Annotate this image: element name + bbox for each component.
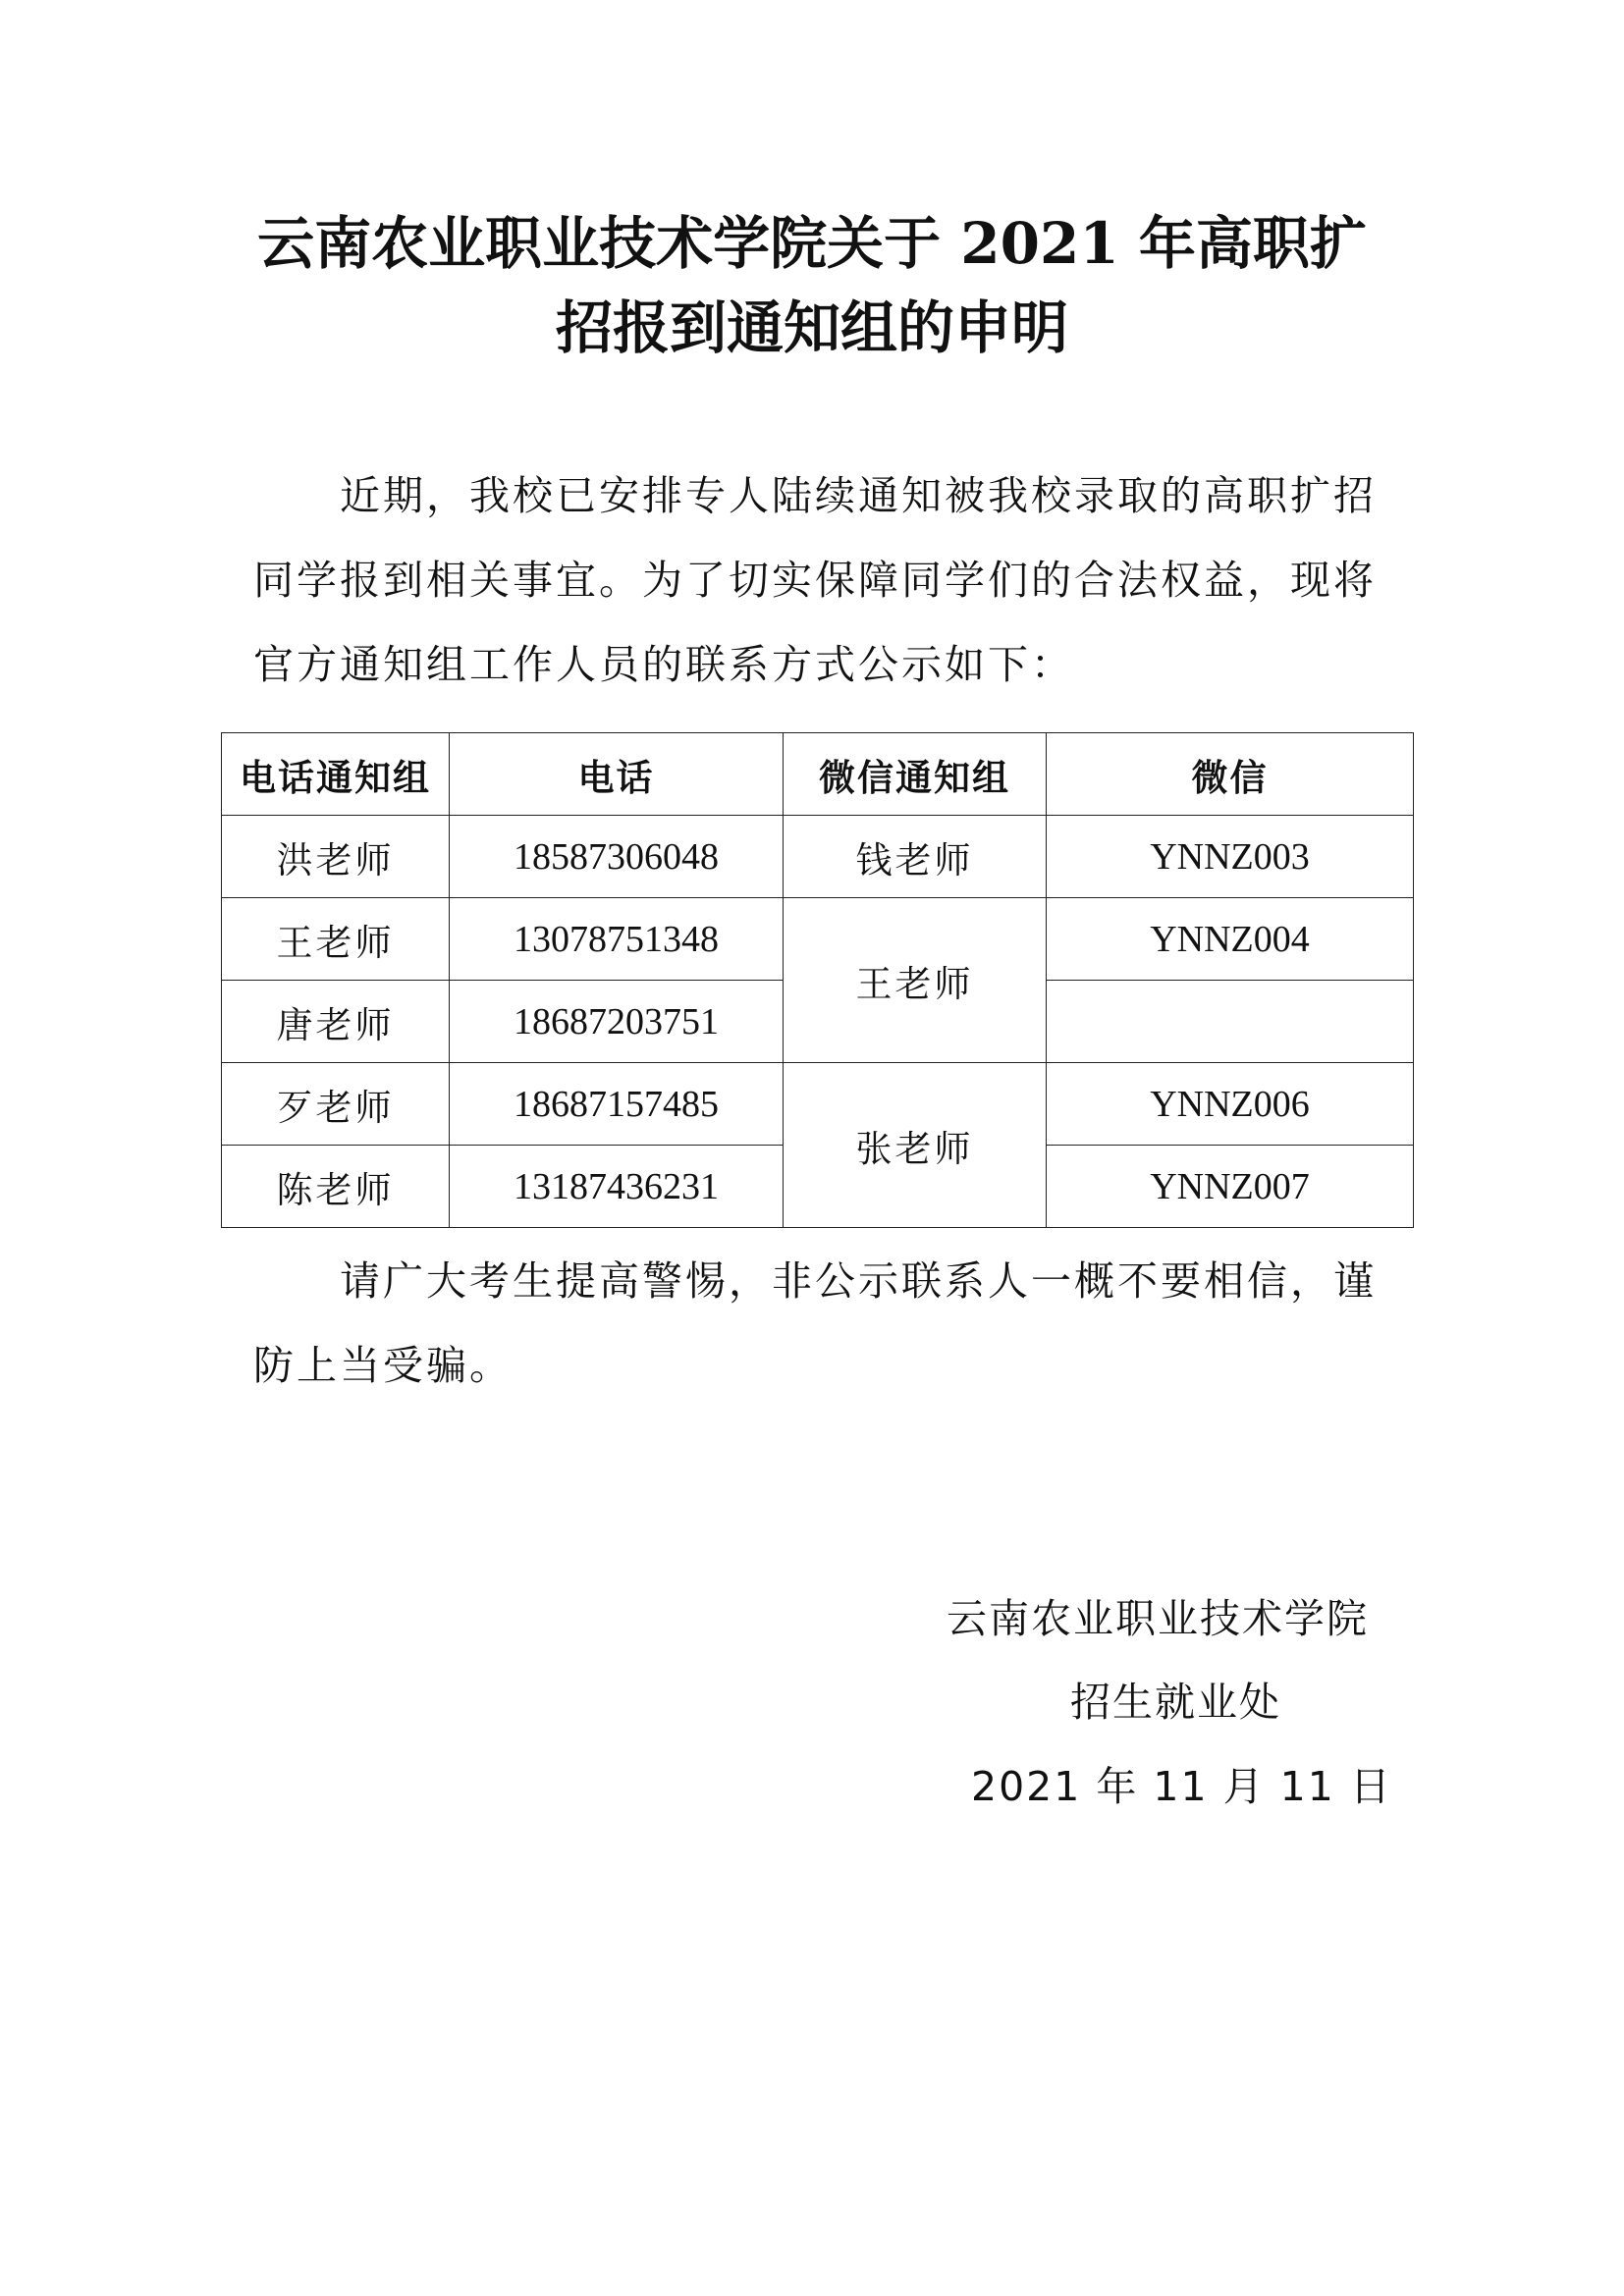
wechat-id-cell: YNNZ006 [1047,1063,1414,1146]
intro-line-3: 官方通知组工作人员的联系方式公示如下： [253,641,1074,688]
warning-line-1: 请广大考生提高警惕，非公示联系人一概不要相信，谨 [340,1257,1377,1305]
title-line-2: 招报到通知组的申明 [555,294,1068,361]
title-line-1: 云南农业职业技术学院关于 2021 年高职扩 [257,210,1367,277]
wechat-id-cell-empty [1047,981,1414,1063]
table-header-row [222,733,1414,816]
header-wechat-group: 微信通知组 [784,733,1047,816]
wechat-id-cell: YNNZ003 [1047,816,1414,898]
warning-line-2: 防上当受骗。 [253,1342,513,1389]
wechat-contact-cell: 王老师 [784,898,1047,1063]
phone-number-cell: 13187436231 [450,1146,784,1228]
table-row [222,1063,1414,1146]
wechat-contact-cell: 张老师 [784,1063,1047,1228]
phone-number-cell: 18687157485 [450,1063,784,1146]
intro-paragraph [253,454,1382,707]
table-row [222,816,1414,898]
signature-department: 招生就业处 [1070,1679,1281,1726]
warning-paragraph [253,1239,1382,1408]
wechat-id-cell: YNNZ007 [1047,1146,1414,1228]
header-phone: 电话 [450,733,784,816]
header-wechat: 微信 [1047,733,1414,816]
wechat-id-cell: YNNZ004 [1047,898,1414,981]
contact-table [221,732,1414,1228]
phone-contact-cell: 歹老师 [222,1063,450,1146]
phone-number-cell: 18687203751 [450,981,784,1063]
signature-date: 2021 年 11 月 11 日 [971,1763,1392,1810]
phone-contact-cell: 洪老师 [222,816,450,898]
signature-organization: 云南农业职业技术学院 [947,1595,1369,1642]
intro-line-1: 近期，我校已安排专人陆续通知被我校录取的高职扩招 [340,472,1377,519]
header-phone-group: 电话通知组 [222,733,450,816]
phone-number-cell: 13078751348 [450,898,784,981]
phone-contact-cell: 唐老师 [222,981,450,1063]
phone-contact-cell: 陈老师 [222,1146,450,1228]
intro-line-2: 同学报到相关事宜。为了切实保障同学们的合法权益，现将 [253,557,1377,604]
wechat-contact-cell: 钱老师 [784,816,1047,898]
table-row [222,898,1414,981]
document-title [177,201,1447,370]
phone-contact-cell: 王老师 [222,898,450,981]
phone-number-cell: 18587306048 [450,816,784,898]
